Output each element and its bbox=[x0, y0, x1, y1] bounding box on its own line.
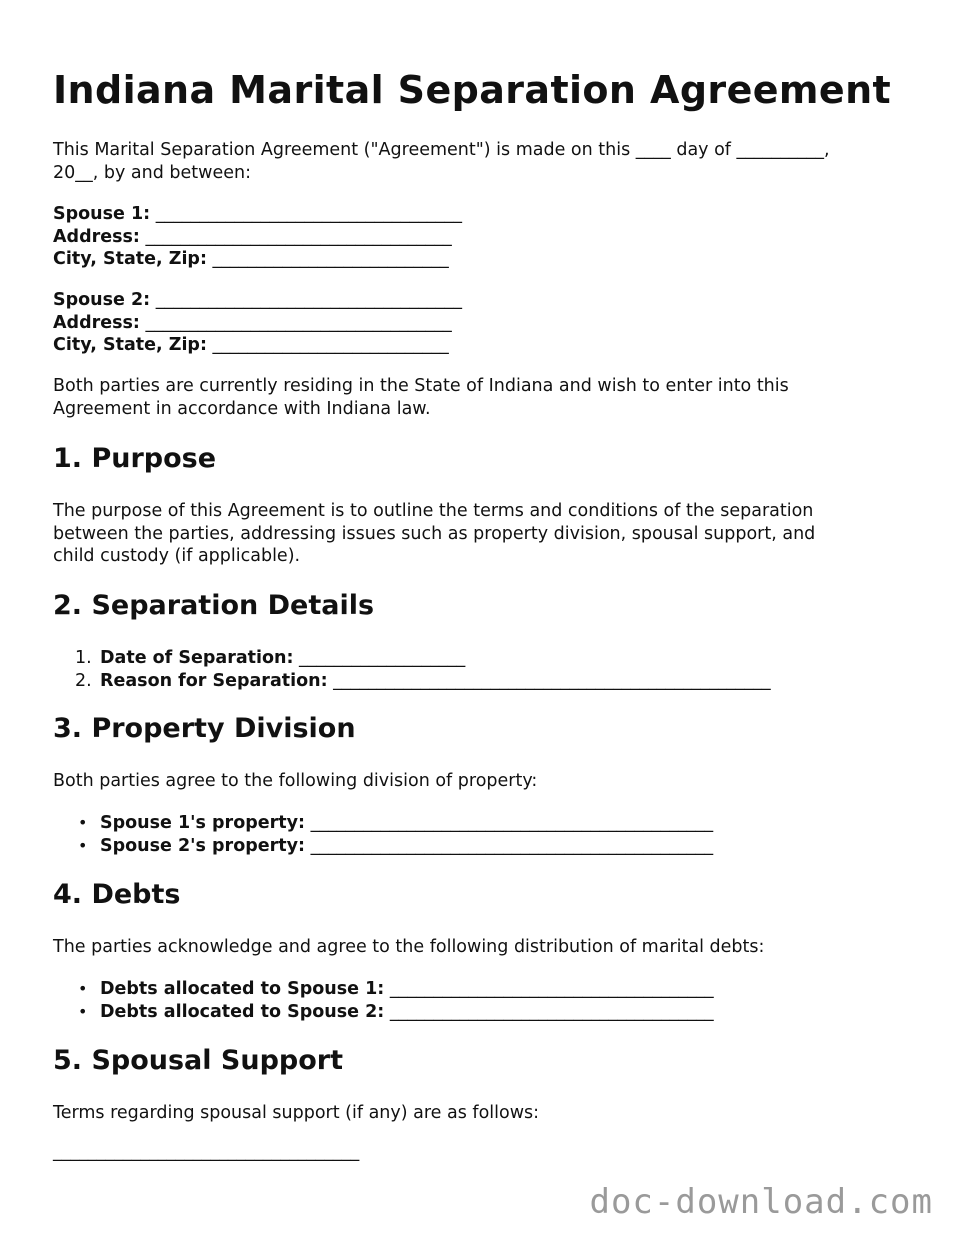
spouse-1-name-row bbox=[53, 203, 462, 226]
residency-line-1: Both parties are currently residing in the State of Indiana and wish to enter into this bbox=[53, 376, 789, 396]
property-heading: 3. Property Division bbox=[53, 713, 356, 744]
separation-heading: 2. Separation Details bbox=[53, 590, 375, 621]
spouse-1-city-label: City, State, Zip: bbox=[53, 249, 207, 269]
spouse-1-property-label: Spouse 1's property: bbox=[100, 813, 306, 833]
spouse-1-property-blank: ______________________________________________ bbox=[305, 813, 714, 833]
debts-list bbox=[53, 978, 714, 1023]
spouse-2-city-label: City, State, Zip: bbox=[53, 335, 207, 355]
spouse-2-fields bbox=[53, 289, 462, 357]
purpose-line-1: The purpose of this Agreement is to outline the terms and conditions of the separation bbox=[53, 501, 814, 521]
debts-paragraph: The parties acknowledge and agree to the following distribution of marital debts: bbox=[53, 937, 765, 957]
property-list bbox=[53, 812, 713, 857]
purpose-line-3: child custody (if applicable). bbox=[53, 546, 301, 566]
spouse-2-address-blank: ___________________________________ bbox=[139, 312, 452, 333]
bullet-icon: • bbox=[78, 835, 88, 855]
support-paragraph: Terms regarding spousal support (if any) are as follows: bbox=[53, 1103, 540, 1123]
support-terms-blank: ___________________________________ bbox=[53, 1142, 360, 1162]
intro-line-2: 20__, by and between: bbox=[53, 162, 251, 183]
spouse-2-name-row bbox=[53, 289, 462, 312]
list-marker: 1. bbox=[75, 648, 92, 668]
purpose-line-2: between the parties, addressing issues such as property division, spousal support, and bbox=[53, 523, 816, 544]
list-marker: 2. bbox=[75, 670, 92, 691]
property-paragraph: Both parties agree to the following division of property: bbox=[53, 771, 538, 791]
bullet-icon: • bbox=[78, 979, 88, 998]
residency-line-2: Agreement in accordance with Indiana law. bbox=[53, 398, 431, 419]
spouse-2-name-blank: ___________________________________ bbox=[150, 290, 462, 310]
debts-spouse-1-blank: _____________________________________ bbox=[384, 979, 714, 999]
residency-paragraph bbox=[53, 375, 789, 420]
separation-list bbox=[53, 647, 771, 692]
list-item bbox=[53, 647, 771, 670]
list-item bbox=[53, 978, 714, 1001]
spouse-2-property-label: Spouse 2's property: bbox=[100, 835, 306, 856]
spouse-2-city-row bbox=[53, 334, 462, 357]
purpose-heading: 1. Purpose bbox=[53, 443, 217, 474]
debts-spouse-2-label: Debts allocated to Spouse 2: bbox=[100, 1001, 385, 1022]
spouse-1-city-blank: ___________________________ bbox=[206, 249, 449, 269]
spouse-1-address-row bbox=[53, 226, 462, 249]
spouse-2-city-blank: ___________________________ bbox=[206, 335, 449, 355]
bullet-icon: • bbox=[78, 1001, 88, 1021]
reason-for-separation-label: Reason for Separation: bbox=[100, 670, 328, 691]
support-heading: 5. Spousal Support bbox=[53, 1045, 344, 1076]
list-item bbox=[53, 835, 713, 858]
debts-spouse-1-label: Debts allocated to Spouse 1: bbox=[100, 979, 385, 999]
intro-line-1: This Marital Separation Agreement ("Agreement") is made on this ____ day of __________, bbox=[53, 140, 830, 160]
bullet-icon: • bbox=[78, 813, 88, 832]
date-of-separation-blank: ___________________ bbox=[293, 648, 466, 668]
spouse-2-name-label: Spouse 2: bbox=[53, 290, 151, 310]
spouse-2-address-label: Address: bbox=[53, 312, 140, 333]
list-item bbox=[53, 812, 713, 835]
spouse-1-city-row bbox=[53, 248, 462, 271]
list-item bbox=[53, 670, 771, 693]
spouse-1-address-blank: ___________________________________ bbox=[139, 226, 452, 247]
purpose-paragraph bbox=[53, 500, 815, 568]
intro-paragraph bbox=[53, 139, 830, 184]
spouse-1-name-blank: ___________________________________ bbox=[150, 204, 462, 224]
spouse-2-address-row bbox=[53, 312, 462, 335]
document-title: Indiana Marital Separation Agreement bbox=[53, 68, 892, 112]
debts-heading: 4. Debts bbox=[53, 879, 181, 910]
watermark: doc-download.com bbox=[589, 1182, 933, 1222]
date-of-separation-label: Date of Separation: bbox=[100, 648, 294, 668]
spouse-1-address-label: Address: bbox=[53, 226, 140, 247]
reason-for-separation-blank: __________________________________________________ bbox=[327, 670, 771, 691]
list-item bbox=[53, 1001, 714, 1024]
spouse-2-property-blank: ______________________________________________ bbox=[305, 835, 714, 856]
debts-spouse-2-blank: _____________________________________ bbox=[384, 1001, 714, 1022]
spouse-1-fields bbox=[53, 203, 462, 271]
spouse-1-name-label: Spouse 1: bbox=[53, 204, 151, 224]
